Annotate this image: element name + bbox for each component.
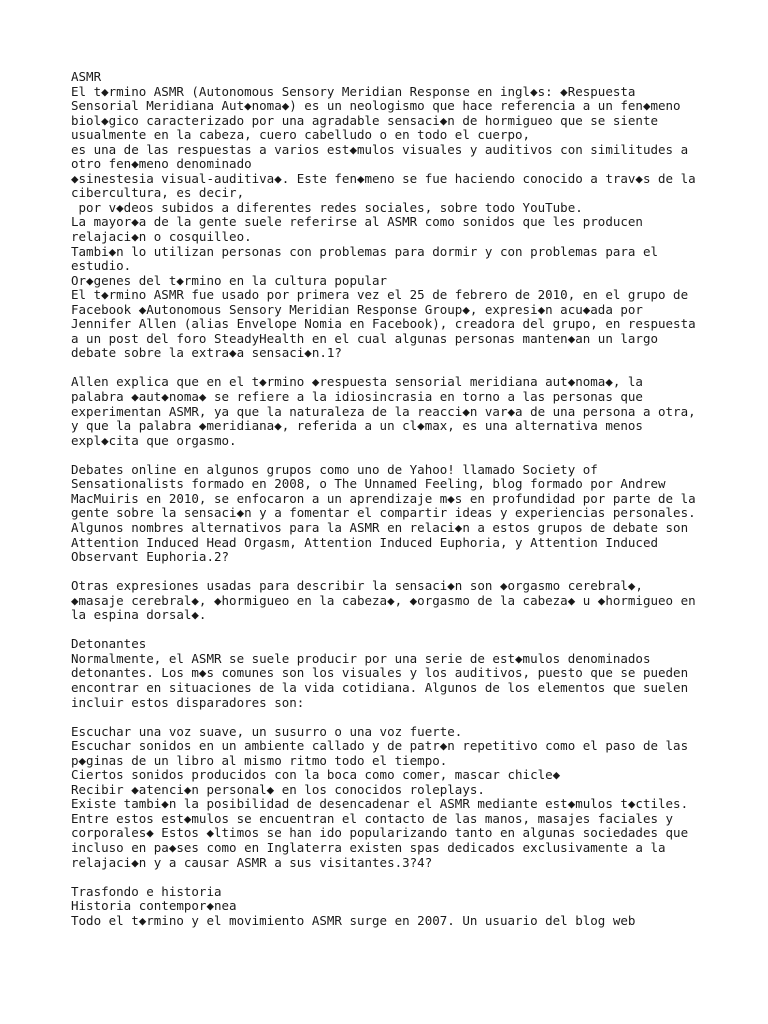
text-line: Historia contempor◆nea bbox=[71, 898, 237, 914]
text-line: estudio. bbox=[71, 258, 132, 274]
text-line: Tambi◆n lo utilizan personas con problemas para dormir y con problemas para el bbox=[71, 243, 658, 259]
blank-line bbox=[71, 448, 711, 463]
text-line: Otras expresiones usadas para describir la sensaci◆n son ◆orgasmo cerebral◆, bbox=[71, 578, 643, 594]
text-line: El t◆rmino ASMR (Autonomous Sensory Meridian Response en ingl◆s: ◆Respuesta bbox=[71, 83, 636, 99]
text-line: Detonantes bbox=[71, 636, 147, 652]
text-line: por v◆deos subidos a diferentes redes sociales, sobre todo YouTube. bbox=[71, 199, 583, 215]
text-line: expl◆cita que orgasmo. bbox=[71, 432, 237, 448]
text-line: p◆ginas de un libro al mismo ritmo todo el tiempo. bbox=[71, 752, 448, 768]
text-line: experimentan ASMR, ya que la naturaleza de la reacci◆n var◆a de una persona a otra, bbox=[71, 403, 696, 419]
blank-line bbox=[71, 710, 711, 725]
blank-line bbox=[71, 623, 711, 638]
text-line: ◆sinestesia visual-auditiva◆. Este fen◆meno se fue haciendo conocido a trav◆s de la bbox=[71, 170, 696, 186]
text-line: incluir estos disparadores son: bbox=[71, 694, 305, 710]
text-line: cibercultura, es decir, bbox=[71, 185, 245, 201]
text-line: El t◆rmino ASMR fue usado por primera vez el 25 de febrero de 2010, en el grupo de bbox=[71, 287, 689, 303]
text-line: Attention Induced Head Orgasm, Attention Induced Euphoria, y Attention Induced bbox=[71, 534, 658, 550]
document-text bbox=[71, 70, 711, 928]
text-line: Debates online en algunos grupos como uno de Yahoo! llamado Society of bbox=[71, 461, 598, 477]
text-line: Or◆genes del t◆rmino en la cultura popular bbox=[71, 272, 388, 288]
text-line: relajaci◆n o cosquilleo. bbox=[71, 229, 252, 245]
text-line: incluso en pa◆ses como en Inglaterra existen spas dedicados exclusivamente a la bbox=[71, 839, 666, 855]
text-line: ◆masaje cerebral◆, ◆hormigueo en la cabeza◆, ◆orgasmo de la cabeza◆ u ◆hormigueo en bbox=[71, 592, 696, 608]
text-line: Allen explica que en el t◆rmino ◆respuesta sensorial meridiana aut◆noma◆, la bbox=[71, 374, 643, 390]
text-line: es una de las respuestas a varios est◆mulos visuales y auditivos con similitudes a bbox=[71, 141, 689, 157]
text-line: Escuchar sonidos en un ambiente callado y de patr◆n repetitivo como el paso de las bbox=[71, 738, 689, 754]
text-line: Jennifer Allen (alias Envelope Nomia en Facebook), creadora del grupo, en respuesta bbox=[71, 316, 696, 332]
text-line: Escuchar una voz suave, un susurro o una voz fuerte. bbox=[71, 723, 463, 739]
text-line: encontrar en situaciones de la vida cotidiana. Algunos de los elementos que suelen bbox=[71, 679, 689, 695]
blank-line bbox=[71, 361, 711, 376]
text-line: Entre estos est◆mulos se encuentran el contacto de las manos, masajes faciales y bbox=[71, 810, 674, 826]
text-line: MacMuiris en 2010, se enfocaron a un aprendizaje m◆s en profundidad por parte de la bbox=[71, 490, 696, 506]
blank-line bbox=[71, 870, 711, 885]
text-line: Algunos nombres alternativos para la ASMR en relaci◆n a estos grupos de debate son bbox=[71, 519, 689, 535]
text-line: Existe tambi◆n la posibilidad de desencadenar el ASMR mediante est◆mulos t◆ctiles. bbox=[71, 796, 689, 812]
text-line: otro fen◆meno denominado bbox=[71, 156, 252, 172]
text-line: detonantes. Los m◆s comunes son los visuales y los auditivos, puesto que se pueden bbox=[71, 665, 689, 681]
text-line: y que la palabra ◆meridiana◆, referida a un cl◆max, es una alternativa menos bbox=[71, 418, 643, 434]
text-line: Sensorial Meridiana Aut◆noma◆) es un neologismo que hace referencia a un fen◆meno bbox=[71, 98, 681, 114]
text-line: la espina dorsal◆. bbox=[71, 607, 207, 623]
text-line: corporales◆ Estos ◆ltimos se han ido popularizando tanto en algunas sociedades que bbox=[71, 825, 689, 841]
text-line: Ciertos sonidos producidos con la boca como comer, mascar chicle◆ bbox=[71, 767, 561, 783]
blank-line bbox=[71, 565, 711, 580]
text-line: usualmente en la cabeza, cuero cabelludo o en todo el cuerpo, bbox=[71, 127, 531, 143]
text-line: Todo el t◆rmino y el movimiento ASMR surge en 2007. Un usuario del blog web bbox=[71, 912, 636, 928]
text-line: palabra ◆aut◆noma◆ se refiere a la idiosincrasia en torno a las personas que bbox=[71, 389, 643, 405]
text-line: a un post del foro SteadyHealth en el cual algunas personas manten◆an un largo bbox=[71, 330, 658, 346]
text-line: ASMR bbox=[71, 69, 102, 84]
text-line: biol◆gico caracterizado por una agradable sensaci◆n de hormigueo que se siente bbox=[71, 112, 658, 128]
text-line: relajaci◆n y a causar ASMR a sus visitantes.3?4? bbox=[71, 854, 433, 870]
text-line: Recibir ◆atenci◆n personal◆ en los conocidos roleplays. bbox=[71, 781, 485, 797]
text-line: La mayor◆a de la gente suele referirse al ASMR como sonidos que les producen bbox=[71, 214, 643, 230]
text-line: Trasfondo e historia bbox=[71, 883, 222, 899]
text-line: gente sobre la sensaci◆n y a fomentar el compartir ideas y experiencias personales. bbox=[71, 505, 696, 521]
text-line: debate sobre la extra◆a sensaci◆n.1? bbox=[71, 345, 342, 361]
text-line: Observant Euphoria.2? bbox=[71, 549, 230, 565]
text-line: Normalmente, el ASMR se suele producir por una serie de est◆mulos denominados bbox=[71, 650, 651, 666]
text-line: Sensationalists formado en 2008, o The Unnamed Feeling, blog formado por Andrew bbox=[71, 476, 666, 492]
text-line: Facebook ◆Autonomous Sensory Meridian Response Group◆, expresi◆n acu◆ada por bbox=[71, 301, 643, 317]
